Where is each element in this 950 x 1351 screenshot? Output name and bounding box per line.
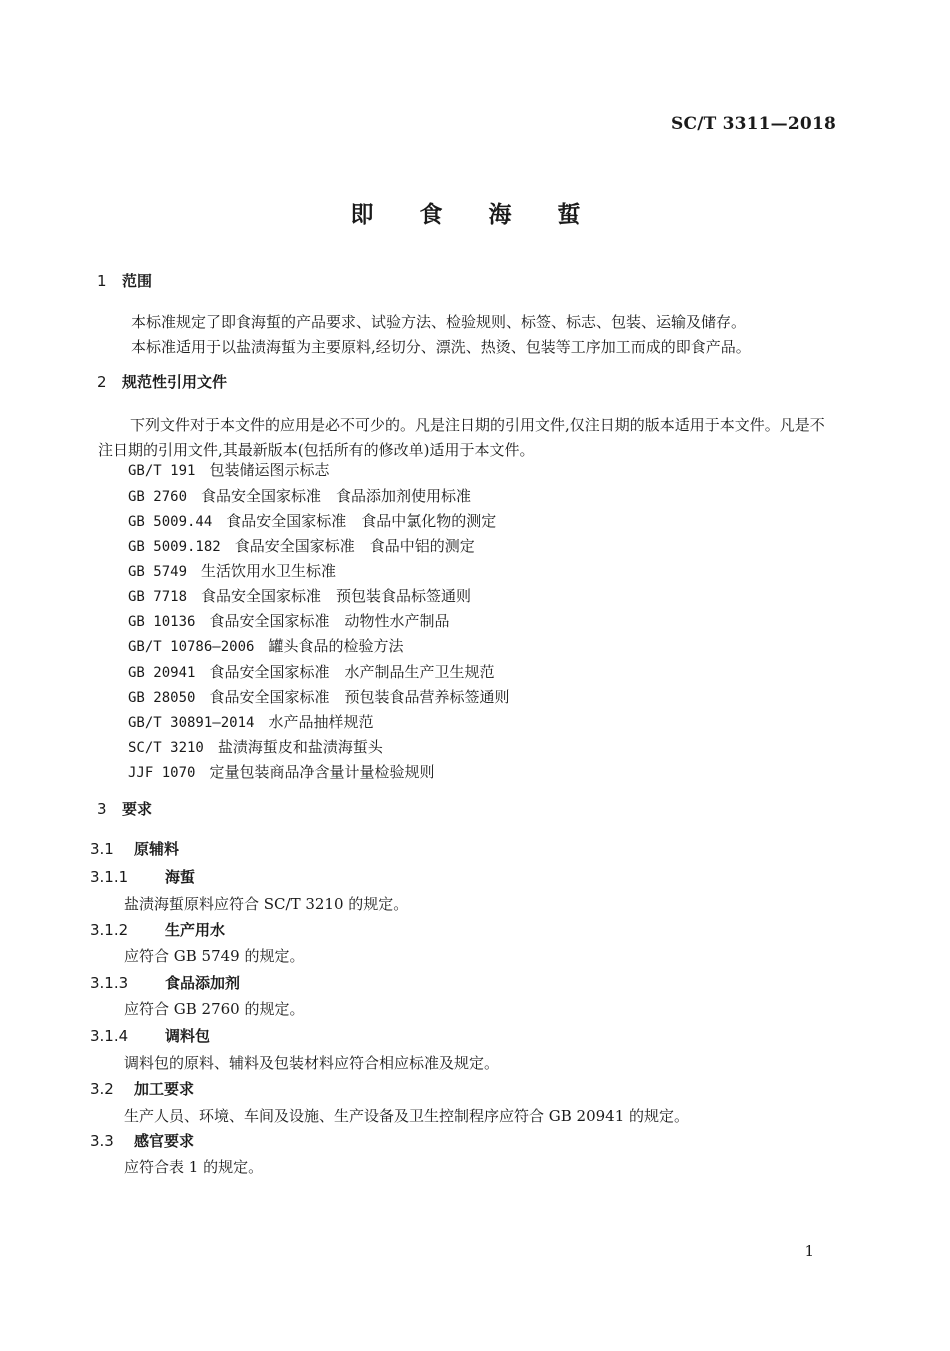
reference-name: 食品安全国家标准 动物性水产制品 — [209, 612, 450, 630]
subsection-title: 调料包 — [165, 1027, 211, 1045]
reference-code: GB 28050 — [128, 690, 196, 706]
subsection-number: 3.1.2 — [90, 921, 129, 939]
references-intro: 下列文件对于本文件的应用是必不可少的。凡是注日期的引用文件,仅注日期的版本适用于本文件。凡是不注日期的引用文件,其最新版本(包括所有的修改单)适用于本文件。 — [98, 416, 825, 459]
standard-code: SC/T 3311—2018 — [670, 114, 836, 134]
subsection-3-1-2-text: 应符合 GB 5749 的规定。 — [124, 947, 305, 965]
reference-name: 罐头食品的检验方法 — [268, 637, 404, 655]
section-1-heading — [97, 270, 152, 291]
reference-name: 定量包装商品净含量计量检验规则 — [209, 763, 435, 781]
section-number: 2 — [97, 373, 107, 391]
reference-name: 包装储运图示标志 — [209, 461, 330, 479]
document-title: 即 食 海 蜇 — [350, 202, 600, 228]
reference-code: GB 2760 — [128, 489, 188, 505]
reference-name: 食品安全国家标准 预包装食品标签通则 — [201, 587, 472, 605]
reference-name: 食品安全国家标准 食品添加剂使用标准 — [201, 487, 472, 505]
subsection-3-3-text: 应符合表 1 的规定。 — [124, 1158, 264, 1176]
reference-code: GB/T 191 — [128, 463, 196, 479]
reference-name: 食品安全国家标准 水产制品生产卫生规范 — [209, 663, 495, 681]
section-title: 规范性引用文件 — [122, 373, 228, 391]
reference-item — [128, 459, 329, 480]
reference-item — [128, 510, 496, 531]
page-number: 1 — [804, 1242, 814, 1260]
subsection-title: 食品添加剂 — [165, 974, 241, 992]
reference-item — [128, 736, 383, 757]
reference-code: SC/T 3210 — [128, 740, 204, 756]
subsection-3-2-text: 生产人员、环境、车间及设施、生产设备及卫生控制程序应符合 GB 20941 的规定。 — [124, 1107, 690, 1125]
reference-item — [128, 711, 373, 732]
subsection-3-1-3-text: 应符合 GB 2760 的规定。 — [124, 1000, 305, 1018]
section-number: 3 — [97, 800, 107, 818]
reference-item — [128, 560, 336, 581]
subsection-3-1-4-heading — [90, 1025, 210, 1046]
reference-code: JJF 1070 — [128, 765, 196, 781]
subsection-title: 加工要求 — [134, 1080, 195, 1098]
subsection-number: 3.1.3 — [90, 974, 129, 992]
subsection-3-1-4-text: 调料包的原料、辅料及包装材料应符合相应标准及规定。 — [124, 1054, 500, 1072]
subsection-3-2-heading — [90, 1078, 194, 1099]
reference-name: 生活饮用水卫生标准 — [201, 562, 337, 580]
reference-item — [128, 661, 494, 682]
section-number: 1 — [97, 272, 107, 290]
reference-code: GB 5749 — [128, 564, 188, 580]
reference-item — [128, 535, 475, 556]
reference-code: GB 5009.182 — [128, 539, 221, 555]
subsection-title: 生产用水 — [165, 921, 226, 939]
reference-name: 水产品抽样规范 — [268, 713, 374, 731]
scope-paragraph-1: 本标准规定了即食海蜇的产品要求、试验方法、检验规则、标签、标志、包装、运输及储存。 — [131, 313, 747, 331]
subsection-number: 3.2 — [90, 1080, 114, 1098]
reference-item — [128, 635, 403, 656]
reference-name: 盐渍海蜇皮和盐渍海蜇头 — [217, 738, 383, 756]
reference-name: 食品安全国家标准 食品中铝的测定 — [234, 537, 475, 555]
reference-item — [128, 585, 471, 606]
subsection-3-1-heading — [90, 838, 179, 859]
subsection-number: 3.3 — [90, 1132, 114, 1150]
reference-item — [128, 761, 434, 782]
subsection-3-1-2-heading — [90, 919, 225, 940]
subsection-3-1-1-text: 盐渍海蜇原料应符合 SC/T 3210 的规定。 — [124, 895, 409, 913]
subsection-title: 海蜇 — [165, 868, 196, 886]
subsection-number: 3.1.1 — [90, 868, 129, 886]
reference-item — [128, 485, 471, 506]
reference-item — [128, 610, 449, 631]
section-title: 范围 — [122, 272, 153, 290]
subsection-number: 3.1 — [90, 840, 114, 858]
reference-code: GB 10136 — [128, 614, 196, 630]
reference-code: GB 20941 — [128, 665, 196, 681]
scope-paragraph-2: 本标准适用于以盐渍海蜇为主要原料,经切分、漂洗、热烫、包装等工序加工而成的即食产品。 — [131, 338, 751, 356]
reference-name: 食品安全国家标准 预包装食品营养标签通则 — [209, 688, 510, 706]
subsection-3-1-1-heading — [90, 866, 195, 887]
subsection-3-3-heading — [90, 1130, 194, 1151]
subsection-title: 感官要求 — [134, 1132, 195, 1150]
reference-name: 食品安全国家标准 食品中氯化物的测定 — [226, 512, 497, 530]
section-title: 要求 — [122, 800, 153, 818]
reference-code: GB 5009.44 — [128, 514, 213, 530]
subsection-title: 原辅料 — [134, 840, 180, 858]
reference-code: GB 7718 — [128, 589, 188, 605]
section-2-heading — [97, 371, 227, 392]
reference-item — [128, 686, 509, 707]
section-3-heading — [97, 798, 152, 819]
reference-code: GB/T 30891—2014 — [128, 715, 255, 731]
subsection-number: 3.1.4 — [90, 1027, 129, 1045]
reference-code: GB/T 10786—2006 — [128, 639, 255, 655]
subsection-3-1-3-heading — [90, 972, 240, 993]
